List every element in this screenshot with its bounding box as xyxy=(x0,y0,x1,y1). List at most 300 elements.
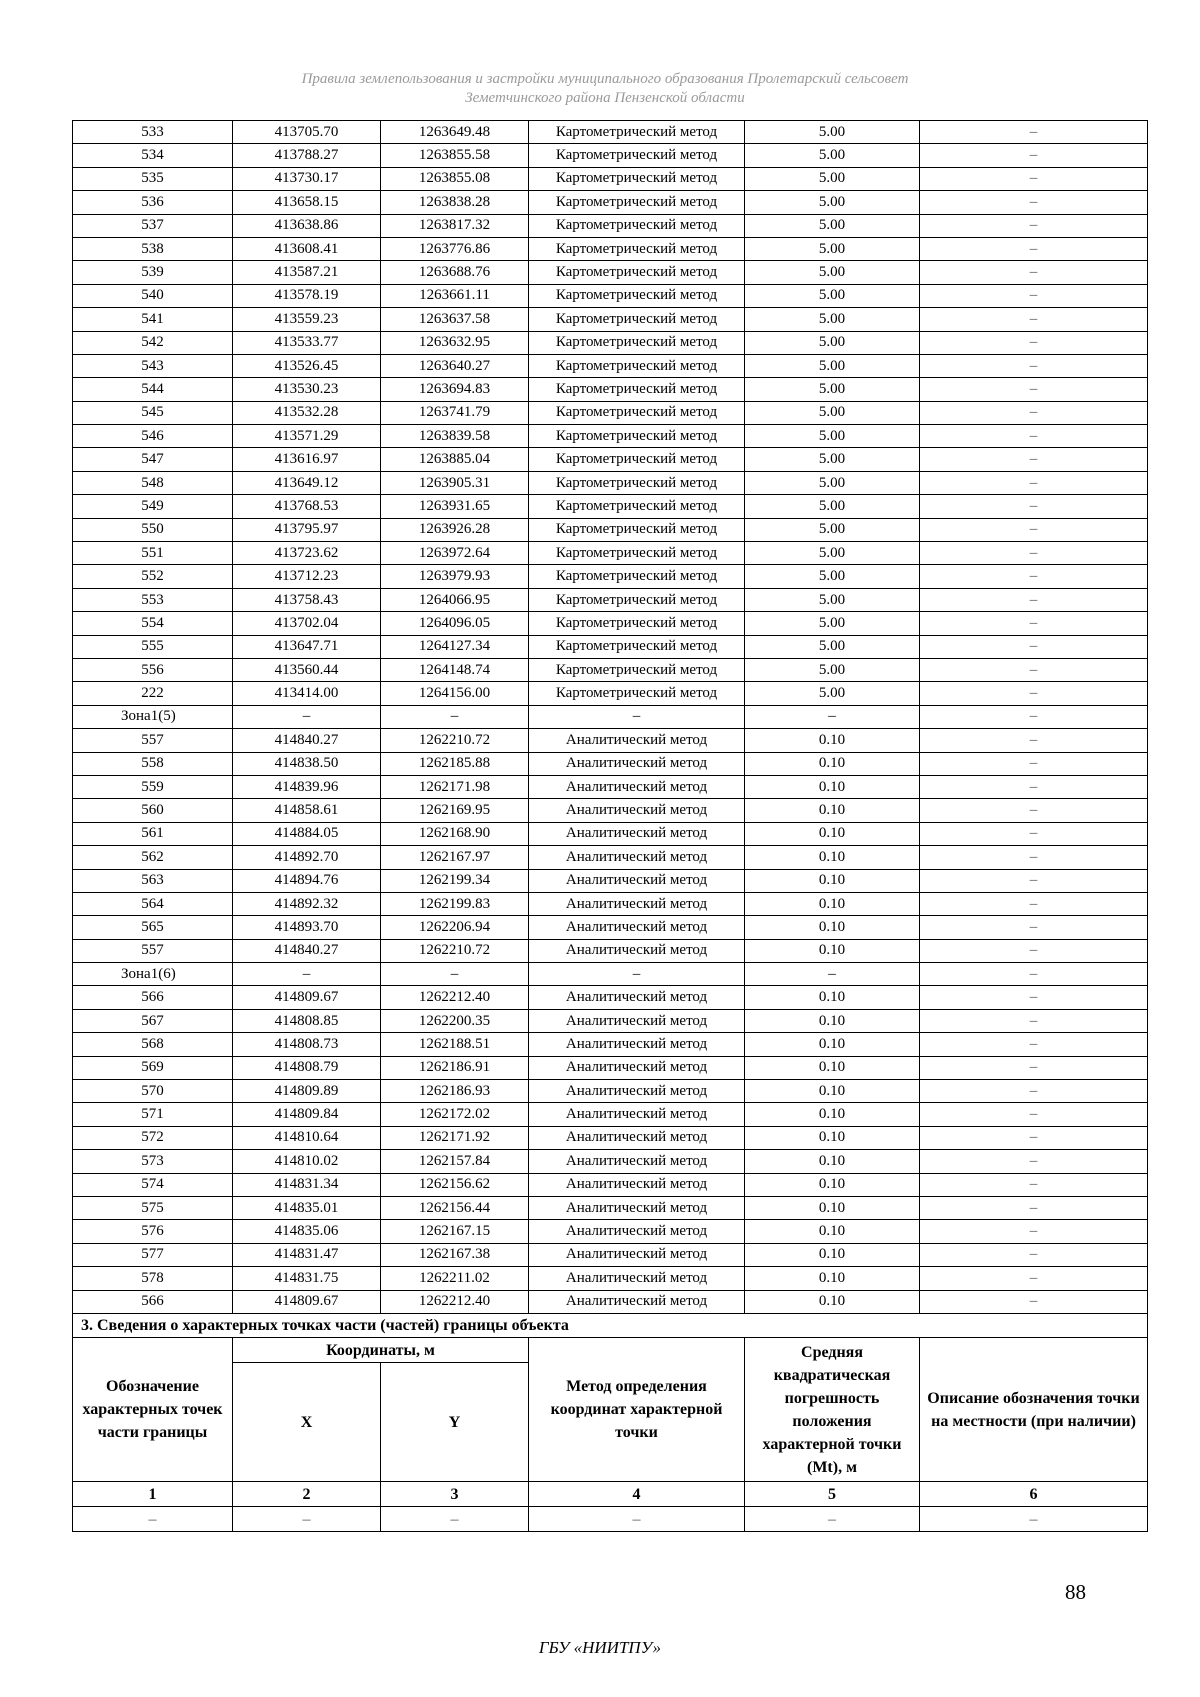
description-cell: – xyxy=(920,565,1148,588)
y-coordinate-cell: 1264127.34 xyxy=(381,635,529,658)
error-cell: 5.00 xyxy=(745,237,920,260)
x-coordinate-cell: 413788.27 xyxy=(233,144,381,167)
y-coordinate-cell: 1263979.93 xyxy=(381,565,529,588)
method-cell: Аналитический метод xyxy=(529,1033,745,1056)
y-coordinate-cell: 1263905.31 xyxy=(381,471,529,494)
empty-cell: – xyxy=(73,1507,233,1532)
y-coordinate-cell: 1262199.34 xyxy=(381,869,529,892)
description-cell: – xyxy=(920,425,1148,448)
table-row xyxy=(73,191,1148,214)
table-row xyxy=(73,1196,1148,1219)
point-id-cell: 573 xyxy=(73,1150,233,1173)
table-row xyxy=(73,588,1148,611)
error-cell: 5.00 xyxy=(745,144,920,167)
description-cell: – xyxy=(920,401,1148,424)
method-cell: Аналитический метод xyxy=(529,869,745,892)
method-cell: Картометрический метод xyxy=(529,565,745,588)
table-row xyxy=(73,354,1148,377)
y-coordinate-cell: 1263972.64 xyxy=(381,542,529,565)
method-cell: Картометрический метод xyxy=(529,378,745,401)
point-id-cell: 545 xyxy=(73,401,233,424)
y-coordinate-cell: 1262210.72 xyxy=(381,939,529,962)
description-cell: – xyxy=(920,1056,1148,1079)
table-row xyxy=(73,939,1148,962)
description-cell: – xyxy=(920,916,1148,939)
error-cell: 5.00 xyxy=(745,284,920,307)
error-cell: 0.10 xyxy=(745,1196,920,1219)
description-cell: – xyxy=(920,635,1148,658)
point-id-cell: 542 xyxy=(73,331,233,354)
method-cell: Аналитический метод xyxy=(529,1056,745,1079)
point-id-cell: 555 xyxy=(73,635,233,658)
error-cell: 5.00 xyxy=(745,658,920,681)
x-coordinate-cell: 414884.05 xyxy=(233,822,381,845)
method-cell: Аналитический метод xyxy=(529,1220,745,1243)
method-cell: Аналитический метод xyxy=(529,986,745,1009)
point-id-cell: 578 xyxy=(73,1267,233,1290)
description-cell: – xyxy=(920,1126,1148,1149)
error-cell: 5.00 xyxy=(745,425,920,448)
y-coordinate-cell: 1262169.95 xyxy=(381,799,529,822)
method-cell: Картометрический метод xyxy=(529,191,745,214)
col-designation-header: Обозначение характерных точек части границы xyxy=(73,1338,233,1482)
point-id-cell: 544 xyxy=(73,378,233,401)
col-x-header: X xyxy=(233,1363,381,1482)
error-cell: 0.10 xyxy=(745,729,920,752)
method-cell: Картометрический метод xyxy=(529,214,745,237)
y-coordinate-cell: 1263885.04 xyxy=(381,448,529,471)
description-cell: – xyxy=(920,448,1148,471)
description-cell: – xyxy=(920,261,1148,284)
method-cell: – xyxy=(529,963,745,986)
y-coordinate-cell: 1263688.76 xyxy=(381,261,529,284)
point-id-cell: 571 xyxy=(73,1103,233,1126)
description-cell: – xyxy=(920,869,1148,892)
description-cell: – xyxy=(920,1243,1148,1266)
description-cell: – xyxy=(920,1080,1148,1103)
table-row xyxy=(73,752,1148,775)
point-id-cell: 575 xyxy=(73,1196,233,1219)
method-cell: Картометрический метод xyxy=(529,308,745,331)
empty-cell: – xyxy=(745,1507,920,1532)
error-cell: – xyxy=(745,963,920,986)
method-cell: Аналитический метод xyxy=(529,1103,745,1126)
x-coordinate-cell: – xyxy=(233,963,381,986)
point-id-cell: 535 xyxy=(73,167,233,190)
document-header xyxy=(150,70,1060,108)
point-id-cell: 557 xyxy=(73,729,233,752)
point-id-cell: 554 xyxy=(73,612,233,635)
x-coordinate-cell: 414808.73 xyxy=(233,1033,381,1056)
col-y-header: Y xyxy=(381,1363,529,1482)
y-coordinate-cell: 1263931.65 xyxy=(381,495,529,518)
table-row xyxy=(73,658,1148,681)
x-coordinate-cell: 413530.23 xyxy=(233,378,381,401)
method-cell: Картометрический метод xyxy=(529,518,745,541)
point-id-cell: 560 xyxy=(73,799,233,822)
method-cell: Аналитический метод xyxy=(529,1243,745,1266)
error-cell: 0.10 xyxy=(745,986,920,1009)
point-id-cell: 551 xyxy=(73,542,233,565)
point-id-cell: 563 xyxy=(73,869,233,892)
description-cell: – xyxy=(920,214,1148,237)
col-description-header: Описание обозначения точки на местности (при наличии) xyxy=(920,1338,1148,1482)
error-cell: 5.00 xyxy=(745,448,920,471)
error-cell: 5.00 xyxy=(745,612,920,635)
table-row xyxy=(73,1080,1148,1103)
method-cell: Картометрический метод xyxy=(529,588,745,611)
method-cell: Аналитический метод xyxy=(529,1126,745,1149)
col-method-header: Метод определения координат характерной точки xyxy=(529,1338,745,1482)
error-cell: 0.10 xyxy=(745,1033,920,1056)
y-coordinate-cell: 1264066.95 xyxy=(381,588,529,611)
method-cell: Аналитический метод xyxy=(529,846,745,869)
error-cell: 5.00 xyxy=(745,495,920,518)
x-coordinate-cell: – xyxy=(233,705,381,728)
point-id-cell: Зона1(5) xyxy=(73,705,233,728)
table-row xyxy=(73,705,1148,728)
error-cell: 5.00 xyxy=(745,518,920,541)
error-cell: 0.10 xyxy=(745,1080,920,1103)
error-cell: 5.00 xyxy=(745,261,920,284)
x-coordinate-cell: 414808.79 xyxy=(233,1056,381,1079)
description-cell: – xyxy=(920,471,1148,494)
method-cell: Картометрический метод xyxy=(529,635,745,658)
x-coordinate-cell: 413658.15 xyxy=(233,191,381,214)
point-id-cell: 562 xyxy=(73,846,233,869)
y-coordinate-cell: 1262188.51 xyxy=(381,1033,529,1056)
point-id-cell: 533 xyxy=(73,121,233,144)
y-coordinate-cell: 1264096.05 xyxy=(381,612,529,635)
point-id-cell: 568 xyxy=(73,1033,233,1056)
table-row xyxy=(73,308,1148,331)
method-cell: Картометрический метод xyxy=(529,682,745,705)
error-cell: 5.00 xyxy=(745,191,920,214)
description-cell: – xyxy=(920,378,1148,401)
point-id-cell: 558 xyxy=(73,752,233,775)
y-coordinate-cell: 1262171.98 xyxy=(381,775,529,798)
y-coordinate-cell: 1262185.88 xyxy=(381,752,529,775)
y-coordinate-cell: 1262168.90 xyxy=(381,822,529,845)
x-coordinate-cell: 413532.28 xyxy=(233,401,381,424)
y-coordinate-cell: 1263926.28 xyxy=(381,518,529,541)
method-cell: Аналитический метод xyxy=(529,892,745,915)
x-coordinate-cell: 414838.50 xyxy=(233,752,381,775)
y-coordinate-cell: 1262186.91 xyxy=(381,1056,529,1079)
method-cell: Аналитический метод xyxy=(529,775,745,798)
method-cell: – xyxy=(529,705,745,728)
y-coordinate-cell: 1263817.32 xyxy=(381,214,529,237)
point-id-cell: 556 xyxy=(73,658,233,681)
description-cell: – xyxy=(920,588,1148,611)
x-coordinate-cell: 414831.75 xyxy=(233,1267,381,1290)
description-cell: – xyxy=(920,1290,1148,1313)
error-cell: 0.10 xyxy=(745,1103,920,1126)
point-id-cell: 550 xyxy=(73,518,233,541)
table-row xyxy=(73,799,1148,822)
x-coordinate-cell: 414831.34 xyxy=(233,1173,381,1196)
table-row xyxy=(73,1009,1148,1032)
error-cell: 5.00 xyxy=(745,214,920,237)
error-cell: 5.00 xyxy=(745,401,920,424)
y-coordinate-cell: 1262212.40 xyxy=(381,1290,529,1313)
method-cell: Картометрический метод xyxy=(529,261,745,284)
col-error-header: Средняя квадратическая погрешность положения характерной точки (Mt), м xyxy=(745,1338,920,1482)
table-row xyxy=(73,612,1148,635)
error-cell: 5.00 xyxy=(745,635,920,658)
x-coordinate-cell: 413795.97 xyxy=(233,518,381,541)
point-id-cell: 561 xyxy=(73,822,233,845)
table-row xyxy=(73,1103,1148,1126)
method-cell: Аналитический метод xyxy=(529,799,745,822)
error-cell: 0.10 xyxy=(745,916,920,939)
error-cell: – xyxy=(745,705,920,728)
error-cell: 5.00 xyxy=(745,378,920,401)
error-cell: 0.10 xyxy=(745,775,920,798)
table-row xyxy=(73,448,1148,471)
table-row xyxy=(73,1150,1148,1173)
x-coordinate-cell: 413559.23 xyxy=(233,308,381,331)
table-row xyxy=(73,167,1148,190)
method-cell: Картометрический метод xyxy=(529,401,745,424)
coordinates-table xyxy=(72,120,1148,1314)
x-coordinate-cell: 413758.43 xyxy=(233,588,381,611)
col-number-5: 5 xyxy=(745,1482,920,1507)
y-coordinate-cell: 1263776.86 xyxy=(381,237,529,260)
error-cell: 0.10 xyxy=(745,939,920,962)
col-number-3: 3 xyxy=(381,1482,529,1507)
y-coordinate-cell: 1262167.38 xyxy=(381,1243,529,1266)
description-cell: – xyxy=(920,822,1148,845)
table-row xyxy=(73,401,1148,424)
method-cell: Аналитический метод xyxy=(529,1173,745,1196)
error-cell: 0.10 xyxy=(745,1173,920,1196)
error-cell: 0.10 xyxy=(745,892,920,915)
point-id-cell: 574 xyxy=(73,1173,233,1196)
point-id-cell: 539 xyxy=(73,261,233,284)
y-coordinate-cell: 1262212.40 xyxy=(381,986,529,1009)
col-number-4: 4 xyxy=(529,1482,745,1507)
table-row xyxy=(73,846,1148,869)
description-cell: – xyxy=(920,518,1148,541)
error-cell: 0.10 xyxy=(745,1150,920,1173)
x-coordinate-cell: 413526.45 xyxy=(233,354,381,377)
x-coordinate-cell: 413578.19 xyxy=(233,284,381,307)
method-cell: Аналитический метод xyxy=(529,1267,745,1290)
description-cell: – xyxy=(920,1033,1148,1056)
y-coordinate-cell: 1264148.74 xyxy=(381,658,529,681)
error-cell: 0.10 xyxy=(745,1290,920,1313)
x-coordinate-cell: 413414.00 xyxy=(233,682,381,705)
error-cell: 0.10 xyxy=(745,846,920,869)
coordinates-table-body xyxy=(73,121,1148,1314)
method-cell: Аналитический метод xyxy=(529,939,745,962)
method-cell: Картометрический метод xyxy=(529,425,745,448)
error-cell: 0.10 xyxy=(745,1009,920,1032)
y-coordinate-cell: 1262156.62 xyxy=(381,1173,529,1196)
empty-cell: – xyxy=(529,1507,745,1532)
x-coordinate-cell: 414892.70 xyxy=(233,846,381,869)
x-coordinate-cell: 414839.96 xyxy=(233,775,381,798)
error-cell: 0.10 xyxy=(745,822,920,845)
x-coordinate-cell: 413723.62 xyxy=(233,542,381,565)
table-row xyxy=(73,495,1148,518)
point-id-cell: 576 xyxy=(73,1220,233,1243)
description-cell: – xyxy=(920,144,1148,167)
y-coordinate-cell: 1262157.84 xyxy=(381,1150,529,1173)
point-id-cell: 534 xyxy=(73,144,233,167)
table-row xyxy=(73,963,1148,986)
method-cell: Картометрический метод xyxy=(529,121,745,144)
x-coordinate-cell: 413768.53 xyxy=(233,495,381,518)
table-row xyxy=(73,1173,1148,1196)
point-id-cell: 549 xyxy=(73,495,233,518)
table-row xyxy=(73,518,1148,541)
point-id-cell: 567 xyxy=(73,1009,233,1032)
section3-title: 3. Сведения о характерных точках части (частей) границы объекта xyxy=(73,1314,1148,1338)
x-coordinate-cell: 414835.01 xyxy=(233,1196,381,1219)
point-id-cell: 559 xyxy=(73,775,233,798)
description-cell: – xyxy=(920,542,1148,565)
method-cell: Аналитический метод xyxy=(529,822,745,845)
x-coordinate-cell: 413571.29 xyxy=(233,425,381,448)
method-cell: Картометрический метод xyxy=(529,167,745,190)
error-cell: 5.00 xyxy=(745,331,920,354)
y-coordinate-cell: 1262156.44 xyxy=(381,1196,529,1219)
x-coordinate-cell: 413587.21 xyxy=(233,261,381,284)
y-coordinate-cell: 1262167.15 xyxy=(381,1220,529,1243)
point-id-cell: 557 xyxy=(73,939,233,962)
table-row xyxy=(73,822,1148,845)
point-id-cell: 537 xyxy=(73,214,233,237)
table-row xyxy=(73,1290,1148,1313)
empty-cell: – xyxy=(920,1507,1148,1532)
method-cell: Картометрический метод xyxy=(529,495,745,518)
point-id-cell: Зона1(6) xyxy=(73,963,233,986)
y-coordinate-cell: 1262206.94 xyxy=(381,916,529,939)
description-cell: – xyxy=(920,1196,1148,1219)
error-cell: 5.00 xyxy=(745,354,920,377)
error-cell: 5.00 xyxy=(745,565,920,588)
x-coordinate-cell: 414809.67 xyxy=(233,986,381,1009)
table-row xyxy=(73,1243,1148,1266)
point-id-cell: 541 xyxy=(73,308,233,331)
method-cell: Аналитический метод xyxy=(529,1196,745,1219)
error-cell: 5.00 xyxy=(745,588,920,611)
description-cell: – xyxy=(920,354,1148,377)
y-coordinate-cell: – xyxy=(381,705,529,728)
table-row xyxy=(73,284,1148,307)
description-cell: – xyxy=(920,986,1148,1009)
page-number: 88 xyxy=(1065,1580,1086,1604)
description-cell: – xyxy=(920,331,1148,354)
table-row xyxy=(73,916,1148,939)
method-cell: Аналитический метод xyxy=(529,752,745,775)
footer-organization: ГБУ «НИИТПУ» xyxy=(538,1638,662,1657)
table-row xyxy=(73,471,1148,494)
point-id-cell: 577 xyxy=(73,1243,233,1266)
method-cell: Картометрический метод xyxy=(529,658,745,681)
section3-table xyxy=(72,1313,1148,1532)
y-coordinate-cell: – xyxy=(381,963,529,986)
y-coordinate-cell: 1263855.58 xyxy=(381,144,529,167)
error-cell: 5.00 xyxy=(745,308,920,331)
x-coordinate-cell: 414831.47 xyxy=(233,1243,381,1266)
x-coordinate-cell: 413730.17 xyxy=(233,167,381,190)
description-cell: – xyxy=(920,682,1148,705)
method-cell: Картометрический метод xyxy=(529,144,745,167)
x-coordinate-cell: 413647.71 xyxy=(233,635,381,658)
table-row xyxy=(73,775,1148,798)
description-cell: – xyxy=(920,1220,1148,1243)
y-coordinate-cell: 1263741.79 xyxy=(381,401,529,424)
empty-cell: – xyxy=(233,1507,381,1532)
table-row xyxy=(73,214,1148,237)
y-coordinate-cell: 1262211.02 xyxy=(381,1267,529,1290)
table-row xyxy=(73,1033,1148,1056)
x-coordinate-cell: 414809.84 xyxy=(233,1103,381,1126)
y-coordinate-cell: 1263632.95 xyxy=(381,331,529,354)
point-id-cell: 538 xyxy=(73,237,233,260)
error-cell: 0.10 xyxy=(745,1056,920,1079)
point-id-cell: 543 xyxy=(73,354,233,377)
error-cell: 5.00 xyxy=(745,682,920,705)
x-coordinate-cell: 414810.64 xyxy=(233,1126,381,1149)
x-coordinate-cell: 414808.85 xyxy=(233,1009,381,1032)
y-coordinate-cell: 1262171.92 xyxy=(381,1126,529,1149)
header-line-2: Земетчинского района Пензенской области xyxy=(465,90,745,106)
x-coordinate-cell: 413712.23 xyxy=(233,565,381,588)
method-cell: Картометрический метод xyxy=(529,237,745,260)
table-row xyxy=(73,869,1148,892)
x-coordinate-cell: 414810.02 xyxy=(233,1150,381,1173)
table-row xyxy=(73,1056,1148,1079)
table-row xyxy=(73,237,1148,260)
description-cell: – xyxy=(920,1267,1148,1290)
x-coordinate-cell: 414840.27 xyxy=(233,939,381,962)
y-coordinate-cell: 1263649.48 xyxy=(381,121,529,144)
point-id-cell: 540 xyxy=(73,284,233,307)
y-coordinate-cell: 1263694.83 xyxy=(381,378,529,401)
description-cell: – xyxy=(920,1009,1148,1032)
table-row xyxy=(73,121,1148,144)
description-cell: – xyxy=(920,612,1148,635)
error-cell: 0.10 xyxy=(745,799,920,822)
y-coordinate-cell: 1263640.27 xyxy=(381,354,529,377)
x-coordinate-cell: 413702.04 xyxy=(233,612,381,635)
y-coordinate-cell: 1263855.08 xyxy=(381,167,529,190)
description-cell: – xyxy=(920,1103,1148,1126)
x-coordinate-cell: 413649.12 xyxy=(233,471,381,494)
method-cell: Картометрический метод xyxy=(529,284,745,307)
method-cell: Картометрический метод xyxy=(529,331,745,354)
y-coordinate-cell: 1262167.97 xyxy=(381,846,529,869)
col-coords-header: Координаты, м xyxy=(233,1338,529,1363)
description-cell: – xyxy=(920,1150,1148,1173)
point-id-cell: 553 xyxy=(73,588,233,611)
description-cell: – xyxy=(920,775,1148,798)
description-cell: – xyxy=(920,799,1148,822)
error-cell: 0.10 xyxy=(745,1267,920,1290)
y-coordinate-cell: 1263838.28 xyxy=(381,191,529,214)
y-coordinate-cell: 1263637.58 xyxy=(381,308,529,331)
x-coordinate-cell: 414893.70 xyxy=(233,916,381,939)
method-cell: Картометрический метод xyxy=(529,448,745,471)
x-coordinate-cell: 414809.89 xyxy=(233,1080,381,1103)
y-coordinate-cell: 1262186.93 xyxy=(381,1080,529,1103)
point-id-cell: 570 xyxy=(73,1080,233,1103)
description-cell: – xyxy=(920,846,1148,869)
